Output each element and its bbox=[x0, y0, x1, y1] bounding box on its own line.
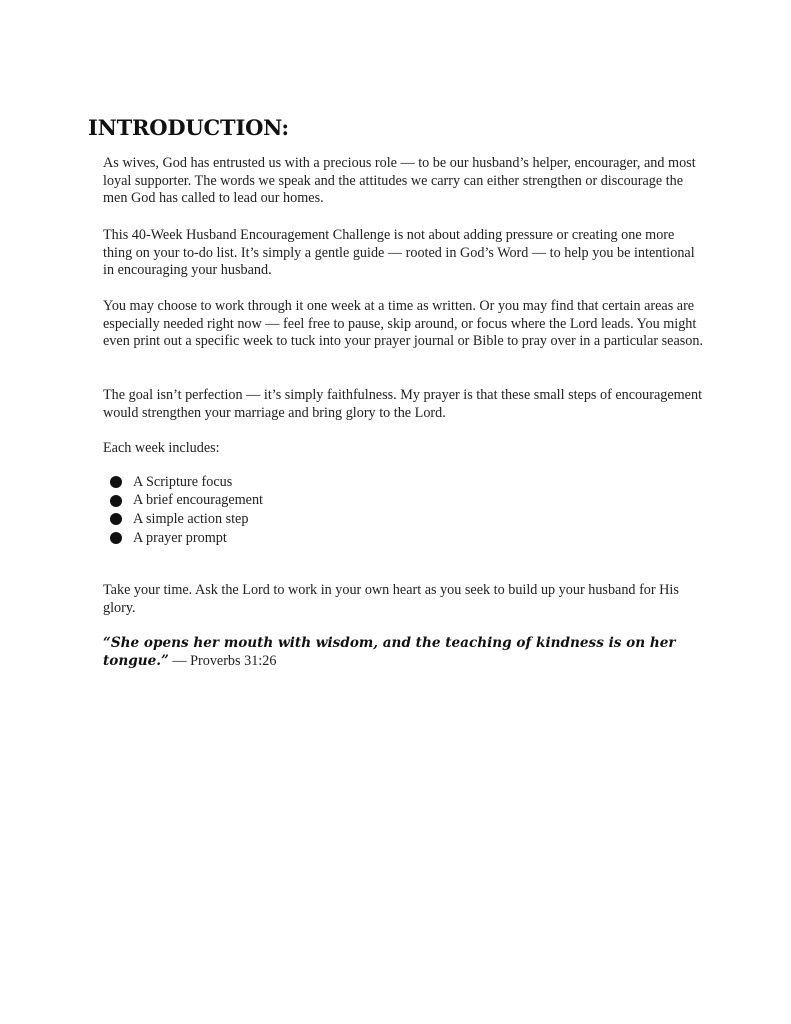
list-item bbox=[110, 492, 263, 511]
week-includes-list bbox=[110, 473, 263, 547]
bullet-icon bbox=[110, 476, 122, 488]
usage-paragraph: You may choose to work through it one week at a time as written. Or you may find that certain areas are especially needed right now — feel free to pause, skip around, or focus where the Lord leads. You might even print out a specific week to tuck into your prayer journal or Bible to pray over in a particular season. bbox=[103, 298, 704, 350]
list-item-label: A Scripture focus bbox=[133, 473, 233, 490]
list-item bbox=[110, 529, 263, 548]
closing-paragraph: Take your time. Ask the Lord to work in your own heart as you seek to build up your husband for His glory. bbox=[103, 582, 679, 616]
goal-paragraph: The goal isn’t perfection — it’s simply faithfulness. My prayer is that these small steps of encouragement would strengthen your marriage and bring glory to the Lord. bbox=[103, 387, 703, 421]
quote-reference: — Proverbs 31:26 bbox=[168, 653, 277, 669]
list-item-label: A brief encouragement bbox=[133, 492, 263, 509]
bullet-icon bbox=[110, 495, 122, 507]
page-title: INTRODUCTION: bbox=[88, 115, 289, 140]
intro-paragraph: As wives, God has entrusted us with a precious role — to be our husband’s helper, encourager, and most loyal supporter. The words we speak and the attitudes we carry can either strengthen or discourage the men God has called to lead our homes. bbox=[103, 155, 696, 207]
list-item-label: A prayer prompt bbox=[133, 529, 227, 546]
list-item bbox=[110, 510, 263, 529]
bullet-icon bbox=[110, 532, 122, 544]
list-item bbox=[110, 473, 263, 492]
list-item-label: A simple action step bbox=[133, 510, 249, 527]
scripture-quote bbox=[103, 634, 703, 670]
challenge-paragraph: This 40-Week Husband Encouragement Challenge is not about adding pressure or creating one more thing on your to-do list. It’s simply a gentle guide — rooted in God’s Word — to help you be intentional in encouraging your husband. bbox=[103, 227, 695, 279]
bullet-icon bbox=[110, 513, 122, 525]
week-includes-heading: Each week includes: bbox=[103, 440, 220, 456]
quote-text: “She opens her mouth with wisdom, and the teaching of kindness is on her tongue.” bbox=[103, 635, 676, 669]
